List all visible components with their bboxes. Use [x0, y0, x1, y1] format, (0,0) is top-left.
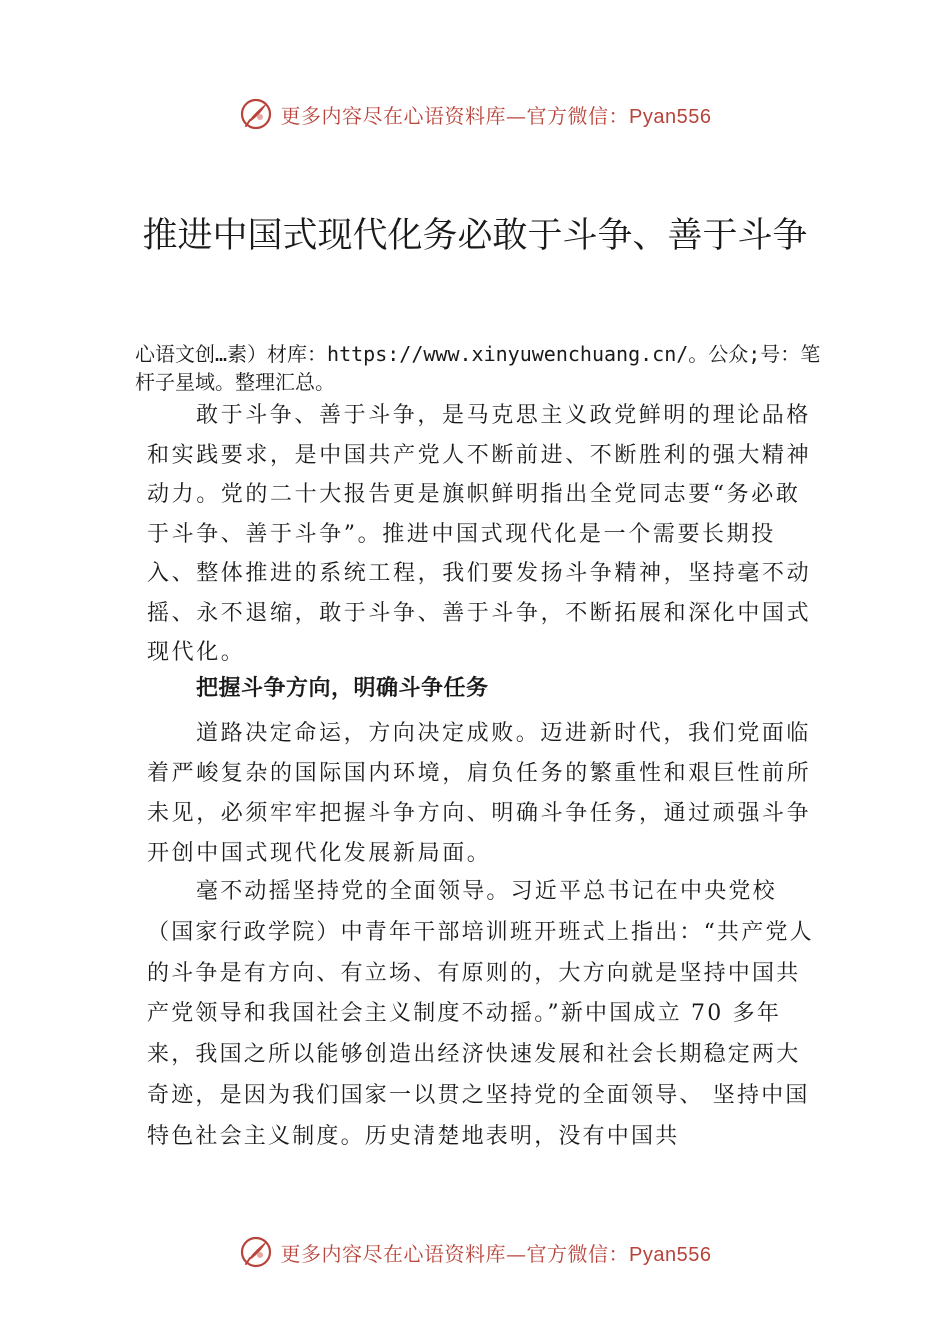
banner-text: [281, 1238, 712, 1267]
paragraph: 毫不动摇坚持党的全面领导。习近平总书记在中央党校（国家行政学院）中青年干部培训班开班式上指出：“共产党人的斗争是有方向、有立场、有原则的，大方向就是坚持中国共产党领导和我国社会主义制度不动摇。”新中国成立 70 多年来，我国之所以能够创造出经济快速发展和社会长期稳定两大奇迹，是因为我们国家一以贯之坚持党的全面领导、 坚持中国特色社会主义制度。历史清楚地表明，没有中国共: [147, 879, 814, 1149]
quill-logo-icon: [239, 1235, 273, 1269]
quill-logo-icon: [239, 97, 273, 131]
header-banner: [0, 94, 950, 134]
section-heading: 把握斗争方向，明确斗争任务: [196, 676, 489, 701]
banner-main-text: 更多内容尽在心语资料库: [280, 103, 507, 128]
paragraph: 敢于斗争、善于斗争，是马克思主义政党鲜明的理论品格和实践要求，是中国共产党人不断前进、不断胜利的强大精神动力。党的二十大报告更是旗帜鲜明指出全党同志要“务必敢于斗争、善于斗争”。推进中国式现代化是一个需要长期投入、整体推进的系统工程，我们要发扬斗争精神，坚持毫不动摇、永不退缩，敢于斗争、善于斗争，不断拓展和深化中国式现代化。: [147, 403, 812, 665]
paragraph: 道路决定命运，方向决定成败。迈进新时代，我们党面临着严峻复杂的国际国内环境，肩负任务的繁重性和艰巨性前所未见，必须牢牢把握斗争方向、明确斗争任务，通过顽强斗争开创中国式现代化发展新局面。: [147, 721, 812, 866]
banner-wechat-label: 官方微信：: [526, 103, 630, 128]
source-line: 心语文创…素）材库：https://www.xinyuwenchuang.cn/。公众;号：笔杆子星域。整理汇总。: [135, 342, 821, 394]
banner-separator: —: [506, 1241, 527, 1266]
banner-main-text: 更多内容尽在心语资料库: [280, 1241, 507, 1266]
footer-banner: [0, 1232, 950, 1272]
document-title: 推进中国式现代化务必敢于斗争、善于斗争: [142, 216, 808, 256]
banner-text: [281, 100, 712, 129]
banner-wechat-account: Pyan556: [629, 105, 712, 128]
banner-wechat-account: Pyan556: [629, 1243, 712, 1266]
banner-wechat-label: 官方微信：: [526, 1241, 630, 1266]
banner-separator: —: [506, 103, 527, 128]
